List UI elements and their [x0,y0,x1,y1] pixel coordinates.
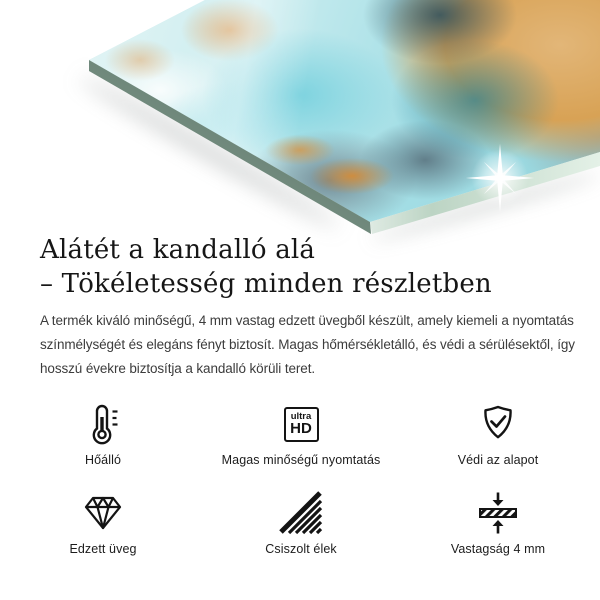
feature-polished-edges [206,491,396,556]
feature-label: Edzett üveg [69,542,137,556]
ultra-hd-badge-bottom: HD [290,420,312,437]
ultra-hd-badge [284,407,319,442]
feature-label: Magas minőségű nyomtatás [221,453,381,467]
feature-protects-base [396,402,600,467]
hero-image [0,0,600,248]
feature-label: Védi az alapot [457,453,539,467]
feature-thickness-4mm [396,491,600,556]
diamond-icon [81,491,125,535]
feature-label: Csiszolt élek [265,542,337,556]
feature-label: Vastagság 4 mm [450,542,546,556]
sparkle-icon [462,140,538,216]
shield-check-icon [476,402,520,446]
page-title-line-2: – Tökéletesség minden részletben [40,269,492,299]
product-description: A termék kiváló minőségű, 4 mm vastag edzett üvegből készült, amely kiemeli a nyomtatás színmélységét és elegáns fényt biztosít. Magas hőmérsékletálló, és védi a sérülésektől, így hosszú évekre biztosítja a kandalló körüli teret. [40,313,575,376]
feature-heat-resistant [0,402,206,467]
ultra-hd-icon [284,402,319,446]
thickness-icon [476,491,520,535]
feature-label: Hőálló [84,453,122,467]
feature-ultra-hd-print [206,402,396,467]
feature-tempered-glass [0,491,206,556]
thermometer-icon [81,402,125,446]
page-title-line-1: Alátét a kandalló alá [40,235,316,265]
feature-grid [0,402,600,556]
page-title [40,233,492,301]
polished-edges-icon [279,491,323,535]
ultra-hd-badge-top: ultra [290,411,312,422]
